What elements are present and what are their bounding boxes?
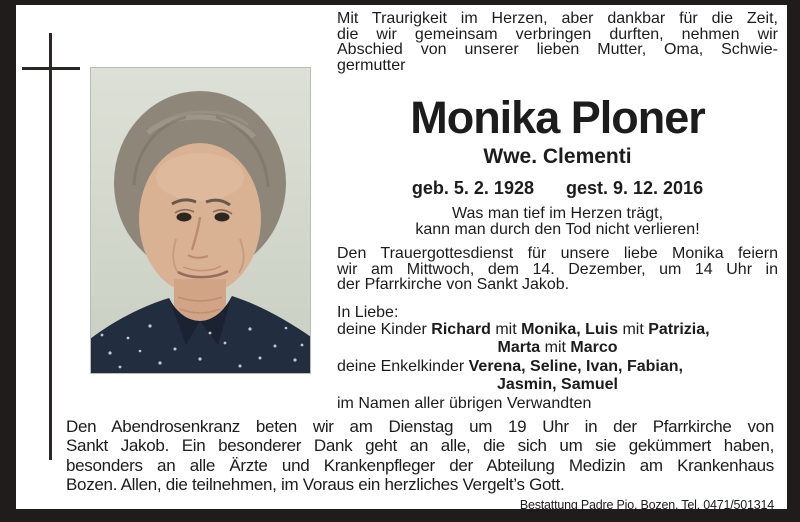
life-dates bbox=[337, 178, 778, 199]
rosary-paragraph-line: Den Abendrosenkranz beten wir am Dienstag um 19 Uhr in der Pfarrkirche von bbox=[66, 417, 774, 436]
intro-paragraph-line: Mit Traurigkeit im Herzen, aber dankbar für die Zeit, bbox=[337, 10, 778, 27]
service-announcement-line: Den Trauergottesdienst für unsere liebe Monika feiern bbox=[337, 245, 778, 262]
rosary-paragraph bbox=[66, 417, 774, 494]
rosary-paragraph-line: besonders an alle Ärzte und Krankenpfleger der Abteilung Medizin am Krankenhaus bbox=[66, 455, 774, 475]
notice-text-column bbox=[337, 11, 778, 413]
rosary-paragraph-line: Sankt Jakob. Ein besonderer Dank geht an alle, die sich um sie gekümmert haben, bbox=[66, 436, 774, 456]
family-list-line: im Namen aller übrigen Verwandten bbox=[337, 394, 592, 412]
family-list-line: Jasmin, Samuel bbox=[497, 376, 618, 393]
frame-border-right bbox=[787, 0, 800, 522]
death-date: gest. 9. 12. 2016 bbox=[565, 178, 704, 198]
memorial-verse-line: kann man durch den Tod nicht verlieren! bbox=[415, 220, 700, 238]
family-list-line: Marta mit Marco bbox=[497, 339, 618, 356]
funeral-home-line: Bestattung Padre Pio, Bozen, Tel. 0471/501314 bbox=[519, 498, 774, 513]
service-announcement-line: wir am Mittwoch, dem 14. Dezember, um 14 Uhr in bbox=[337, 260, 778, 278]
rosary-paragraph-line: Bozen. Allen, die teilnehmen, im Voraus ein herzliches Vergelt’s Gott. bbox=[66, 474, 565, 494]
memorial-verse bbox=[337, 206, 778, 237]
rosary-paragraph-block bbox=[66, 417, 774, 515]
intro-paragraph-line: Abschied von unserer lieben Mutter, Oma, Schwie- bbox=[337, 41, 778, 58]
woman-face bbox=[139, 125, 261, 295]
family-list-line: deine Kinder Richard mit Monika, Luis mit Patrizia, bbox=[337, 320, 710, 338]
deceased-name: Monika Ploner bbox=[410, 92, 705, 143]
intro-paragraph-line: die wir gemeinsam verbringen durften, nehmen wir bbox=[337, 25, 778, 43]
frame-border-left bbox=[0, 0, 16, 522]
in-love-label: In Liebe: bbox=[337, 303, 399, 321]
intro-paragraph bbox=[337, 11, 778, 73]
family-list bbox=[337, 321, 778, 414]
intro-paragraph-line: germutter bbox=[337, 56, 406, 74]
cross-vertical-bar bbox=[49, 33, 52, 460]
portrait-photo bbox=[90, 67, 311, 374]
family-list-line: deine Enkelkinder Verena, Seline, Ivan, Fabian, bbox=[337, 357, 683, 375]
frame-border-top bbox=[0, 0, 800, 5]
birth-date: geb. 5. 2. 1928 bbox=[411, 178, 534, 198]
service-announcement bbox=[337, 246, 778, 293]
widow-title: Wwe. Clementi bbox=[483, 145, 632, 168]
memorial-verse-line: Was man tief im Herzen trägt, bbox=[451, 205, 664, 222]
service-announcement-line: der Pfarrkirche von Sankt Jakob. bbox=[337, 276, 570, 293]
cross-horizontal-bar bbox=[22, 67, 80, 70]
